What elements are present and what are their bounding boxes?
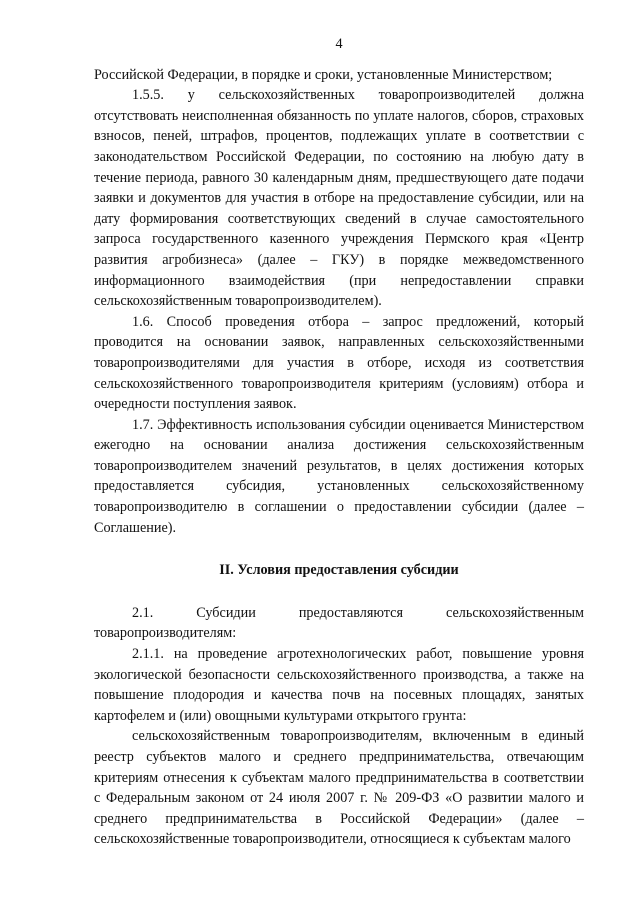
paragraph-small-business: сельскохозяйственным товаропроизводителям, включенным в единый реестр субъектов малого и среднего предпринимательства, отвечающим критериям отнесения к субъектам малого предпринимательства в соответствии с Федеральным законом от 24 июля 2007 г. № 209-ФЗ «О развитии малого и среднего предпринимательства в Российской Федерации» (далее – сельскохозяйственные товаропроизводители, относящиеся к субъектам малого (94, 728, 584, 848)
paragraph-2-1: 2.1. Субсидии предоставляются сельскохозяйственным товаропроизводителям: (94, 604, 584, 642)
body-top (94, 65, 584, 539)
page-number: 4 (335, 36, 343, 52)
paragraph: Российской Федерации, в порядке и сроки, установленные Министерством; (94, 66, 553, 83)
paragraph-1-6: 1.6. Способ проведения отбора – запрос предложений, который проводится на основании заявок, направленных сельскохозяйственными товаропроизводителями для участия в отборе, исходя из соответствия сельскохозяйственного товаропроизводителя критериям (условиям) отбора и очередности поступления заявок. (94, 313, 584, 413)
paragraph-1-5-5: 1.5.5. у сельскохозяйственных товаропроизводителей должна отсутствовать неисполненная обязанность по уплате налогов, сборов, страховых взносов, пеней, штрафов, процентов, подлежащих уплате в соответствии с законодательством Российской Федерации, по состоянию на любую дату в течение периода, равного 30 календарным дням, предшествующего дате подачи заявки и документов для участия в отборе на предоставление субсидии, или на дату формирования соответствующих сведений в случае самостоятельного запроса государственного казенного учреждения Пермского края «Центр развития агробизнеса» (далее – ГКУ) в порядке межведомственного информационного взаимодействия (при непредоставлении справки сельскохозяйственным товаропроизводителем). (94, 87, 584, 310)
paragraph-2-1-1: 2.1.1. на проведение агротехнологических работ, повышение уровня экологической безопасности сельскохозяйственного производства, а также на повышение плодородия и качества почв на посевных площадях, занятых картофелем и (или) овощными культурами открытого грунта: (94, 646, 584, 724)
paragraph-1-7: 1.7. Эффективность использования субсидии оценивается Министерством ежегодно на основании анализа достижения сельскохозяйственным товаропроизводителем значений результатов, в целях достижения которых предоставляется субсидия, установленных сельскохозяйственному товаропроизводителю в соглашении о предоставлении субсидии (далее – Соглашение). (94, 416, 584, 536)
section-title: II. Условия предоставления субсидии (219, 562, 459, 579)
body-bottom (94, 603, 584, 850)
